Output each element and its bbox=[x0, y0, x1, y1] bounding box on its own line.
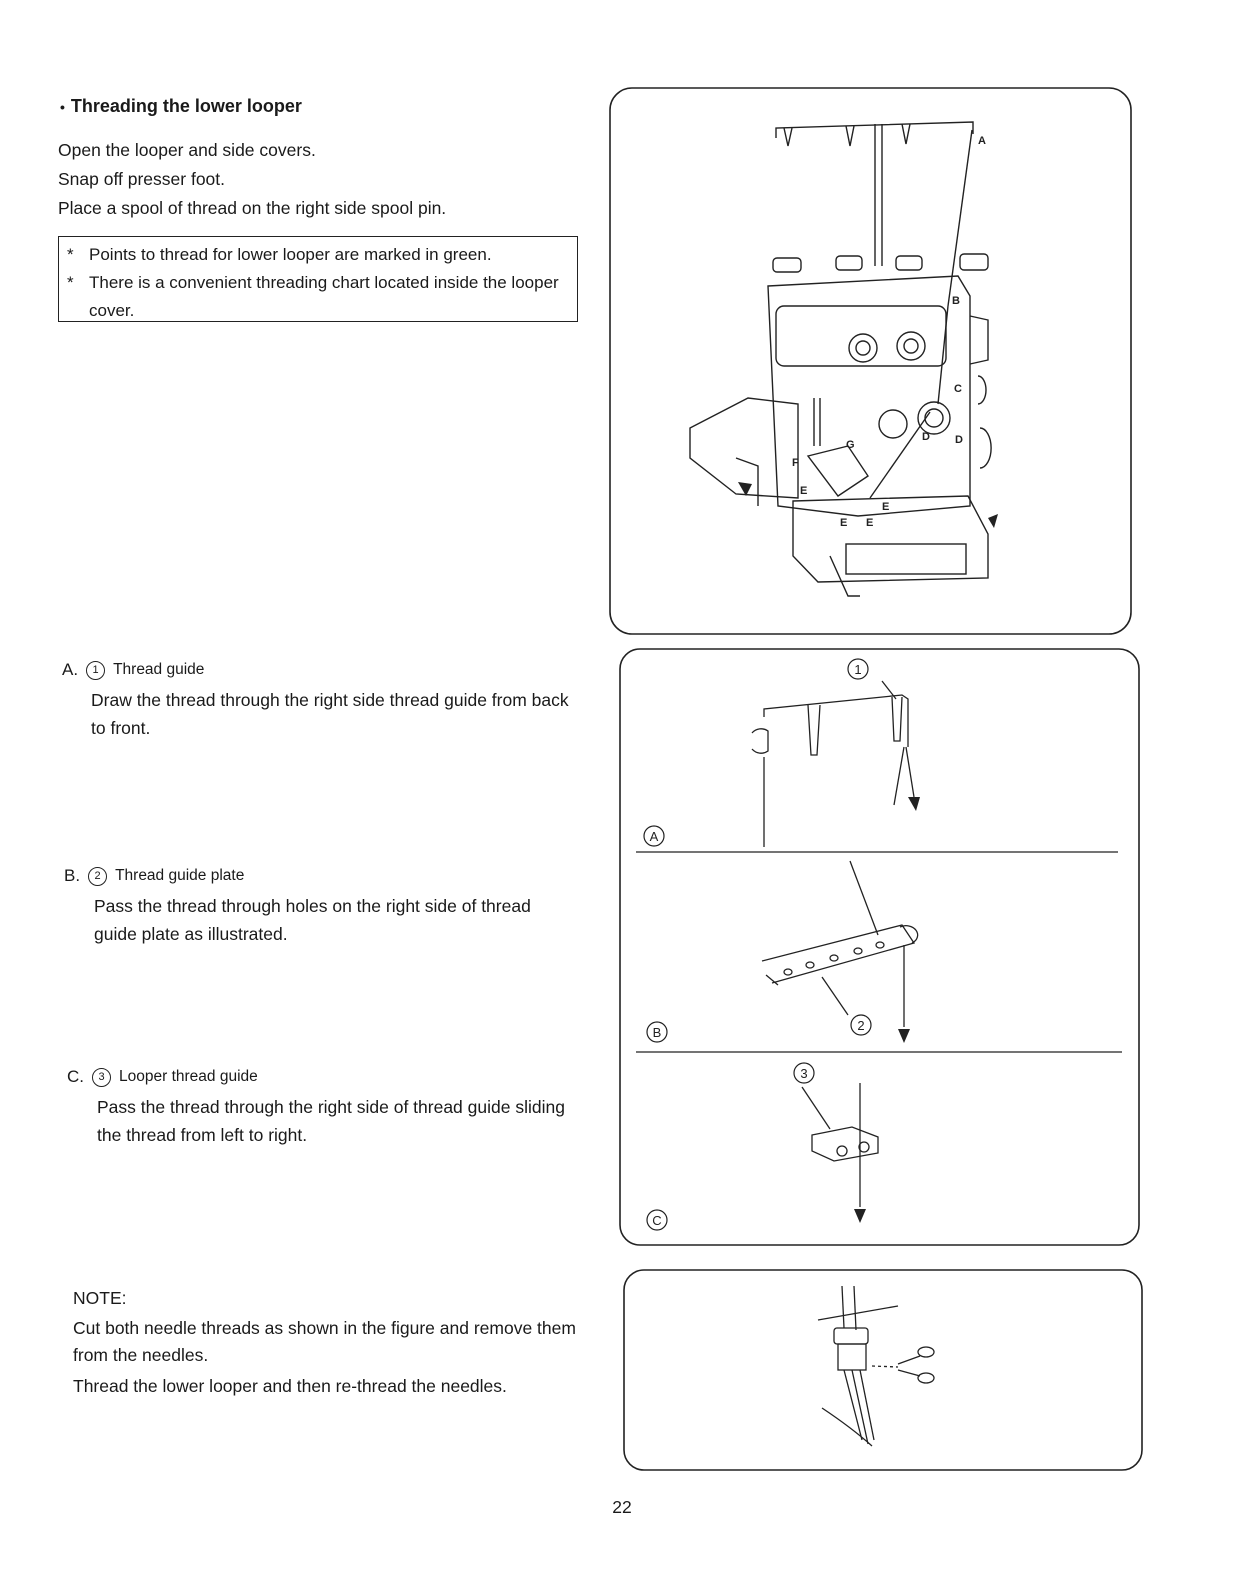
intro-line: Open the looper and side covers. bbox=[58, 140, 316, 160]
serger-threading-illustration bbox=[608, 86, 1133, 638]
notes-box bbox=[58, 236, 578, 322]
note-item bbox=[67, 241, 569, 269]
label-d: D bbox=[922, 431, 930, 443]
step-letter: B. bbox=[64, 866, 81, 885]
step-body: Pass the thread through the right side of thread guide sliding the thread from left to right. bbox=[97, 1097, 565, 1145]
asterisk-marker: * bbox=[67, 273, 74, 292]
note-label: NOTE: bbox=[73, 1288, 127, 1308]
section-heading bbox=[60, 96, 302, 117]
page-number: 22 bbox=[612, 1497, 632, 1517]
step-title-text: Looper thread guide bbox=[119, 1068, 258, 1085]
callout-3: 3 bbox=[800, 1066, 808, 1081]
label-a: A bbox=[978, 135, 986, 147]
threading-detail-illustration bbox=[612, 647, 1142, 1249]
note-paragraph: Thread the lower looper and then re-thread the needles. bbox=[73, 1376, 507, 1396]
intro-line: Place a spool of thread on the right side spool pin. bbox=[58, 198, 447, 218]
step-title bbox=[64, 866, 554, 886]
step-title-text: Thread guide plate bbox=[115, 867, 245, 884]
note-item bbox=[67, 269, 569, 325]
section-heading-text: Threading the lower looper bbox=[70, 96, 302, 116]
label-e: E bbox=[840, 517, 848, 529]
label-e: E bbox=[800, 485, 808, 497]
label-f: F bbox=[792, 457, 799, 469]
intro-instructions bbox=[58, 136, 446, 223]
panel-label-a: A bbox=[649, 829, 659, 844]
callout-1: 1 bbox=[854, 662, 862, 677]
step-b bbox=[64, 866, 554, 948]
step-body: Pass the thread through holes on the right side of thread guide plate as illustrated. bbox=[94, 896, 531, 944]
label-b: B bbox=[952, 295, 960, 307]
label-e: E bbox=[866, 517, 874, 529]
note-item-text: Points to thread for lower looper are marked in green. bbox=[89, 245, 492, 264]
bullet-icon: • bbox=[60, 99, 65, 115]
panel-label-b: B bbox=[652, 1025, 662, 1040]
callout-2: 2 bbox=[857, 1018, 865, 1033]
step-number-circle: 1 bbox=[86, 661, 105, 680]
intro-line: Snap off presser foot. bbox=[58, 169, 226, 189]
label-e: E bbox=[882, 501, 890, 513]
step-letter: C. bbox=[67, 1067, 84, 1086]
note-item-text: There is a convenient threading chart located inside the looper cover. bbox=[89, 273, 559, 320]
note-paragraph: Cut both needle threads as shown in the figure and remove them from the needles. bbox=[73, 1318, 576, 1365]
step-title bbox=[67, 1067, 587, 1087]
step-c bbox=[67, 1067, 587, 1149]
step-title bbox=[62, 660, 571, 680]
cut-needle-threads-illustration bbox=[622, 1268, 1144, 1472]
step-number-circle: 2 bbox=[88, 867, 107, 886]
note-body bbox=[73, 1315, 593, 1404]
step-number-circle: 3 bbox=[92, 1068, 111, 1087]
panel-label-c: C bbox=[652, 1213, 662, 1228]
step-a bbox=[62, 660, 571, 742]
label-g: G bbox=[846, 439, 855, 451]
step-letter: A. bbox=[62, 660, 79, 679]
step-body: Draw the thread through the right side thread guide from back to front. bbox=[91, 690, 569, 738]
step-title-text: Thread guide bbox=[113, 661, 205, 678]
label-c: C bbox=[954, 383, 962, 395]
asterisk-marker: * bbox=[67, 245, 74, 264]
label-d: D bbox=[955, 434, 963, 446]
